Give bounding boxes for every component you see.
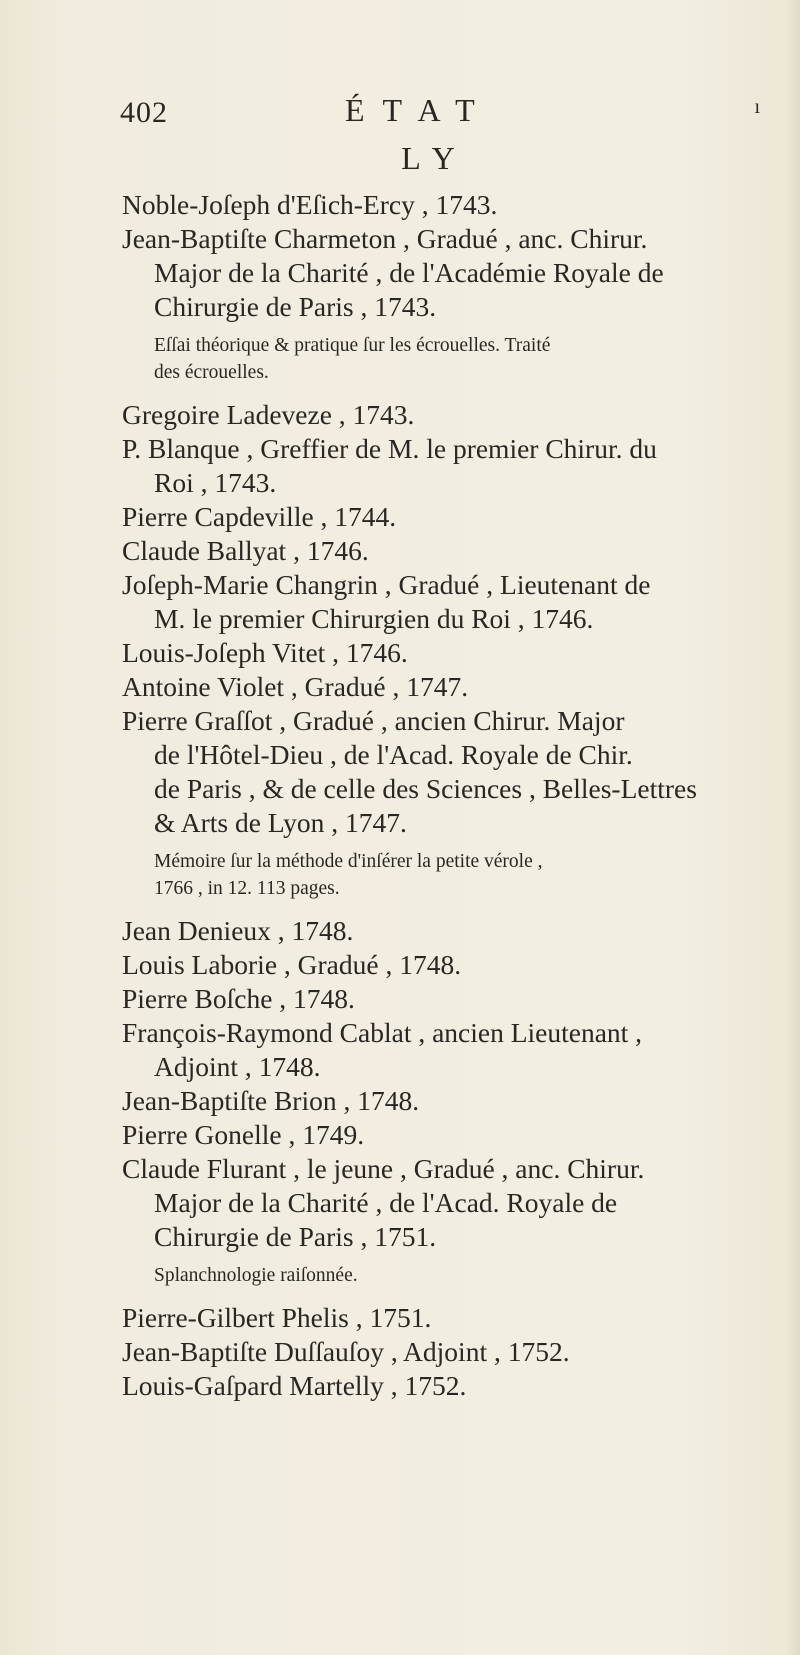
entry-first-line: Louis-Gaſpard Martelly , 1752. xyxy=(122,1370,467,1401)
entry-first-line: Claude Flurant , le jeune , Gradué , anc. Chirur. xyxy=(122,1153,645,1184)
entry-first-line: Jean-Baptiſte Duſſauſoy , Adjoint , 1752. xyxy=(122,1336,570,1367)
surgeon-entry xyxy=(122,222,782,324)
entry-first-line: Pierre Graſſot , Gradué , ancien Chirur. Major xyxy=(122,705,625,736)
entry-first-line: Noble-Joſeph d'Eſich-Ercy , 1743. xyxy=(122,189,498,220)
surgeon-entry xyxy=(122,398,782,432)
entry-continuation-line: Roi , 1743. xyxy=(154,467,277,498)
surgeon-entry xyxy=(122,948,782,982)
entry-continuation-line: de l'Hôtel-Dieu , de l'Acad. Royale de Chir. xyxy=(154,739,633,770)
work-title xyxy=(122,332,782,386)
entry-continuation-line: Adjoint , 1748. xyxy=(154,1051,321,1082)
surgeon-entry xyxy=(122,1301,782,1335)
entry-first-line: Pierre-Gilbert Phelis , 1751. xyxy=(122,1302,432,1333)
surgeon-entry xyxy=(122,1084,782,1118)
entry-first-line: Louis-Joſeph Vitet , 1746. xyxy=(122,637,408,668)
entry-first-line: Joſeph-Marie Changrin , Gradué , Lieutenant de xyxy=(122,569,651,600)
work-title-line: 1766 , in 12. 113 pages. xyxy=(154,878,340,899)
section-title: LY xyxy=(401,140,469,176)
entry-first-line: Gregoire Ladeveze , 1743. xyxy=(122,399,415,430)
entry-first-line: Claude Ballyat , 1746. xyxy=(122,535,369,566)
entry-first-line: François-Raymond Cablat , ancien Lieutenant , xyxy=(122,1017,643,1048)
surgeon-entry xyxy=(122,670,782,704)
surgeon-entry xyxy=(122,1335,782,1369)
entry-first-line: Pierre Capdeville , 1744. xyxy=(122,501,397,532)
surgeon-entry xyxy=(122,432,782,500)
surgeon-entry xyxy=(122,1016,782,1084)
surgeon-entry xyxy=(122,534,782,568)
entry-first-line: Antoine Violet , Gradué , 1747. xyxy=(122,671,469,702)
entry-continuation-line: Chirurgie de Paris , 1743. xyxy=(154,291,437,322)
page-number: 402 xyxy=(120,96,168,129)
surgeon-entry xyxy=(122,982,782,1016)
surgeon-entry xyxy=(122,1118,782,1152)
entry-continuation-line: Major de la Charité , de l'Acad. Royale de xyxy=(154,1187,618,1218)
page-header xyxy=(120,92,780,136)
entry-continuation-line: de Paris , & de celle des Sciences , Belles-Lettres xyxy=(154,773,697,804)
entry-continuation-line: & Arts de Lyon , 1747. xyxy=(154,807,407,838)
surgeon-entry xyxy=(122,636,782,670)
entry-first-line: Jean-Baptiſte Brion , 1748. xyxy=(122,1085,420,1116)
work-title-line: Mémoire ſur la méthode d'inſérer la petite vérole , xyxy=(154,851,543,872)
work-title xyxy=(122,848,782,902)
entry-first-line: Jean-Baptiſte Charmeton , Gradué , anc. Chirur. xyxy=(122,223,648,254)
surgeon-entry xyxy=(122,188,782,222)
entry-first-line: Pierre Boſche , 1748. xyxy=(122,983,355,1014)
surgeon-entry xyxy=(122,704,782,840)
entry-continuation-line: Chirurgie de Paris , 1751. xyxy=(154,1221,437,1252)
entry-list xyxy=(122,188,782,1403)
entry-continuation-line: M. le premier Chirurgien du Roi , 1746. xyxy=(154,603,594,634)
entry-first-line: P. Blanque , Greffier de M. le premier Chirur. du xyxy=(122,433,657,464)
entry-first-line: Jean Denieux , 1748. xyxy=(122,915,354,946)
surgeon-entry xyxy=(122,568,782,636)
entry-continuation-line: Major de la Charité , de l'Académie Royale de xyxy=(154,257,664,288)
work-title xyxy=(122,1262,782,1289)
work-title-line: des écrouelles. xyxy=(154,362,269,383)
surgeon-entry xyxy=(122,914,782,948)
surgeon-entry xyxy=(122,1152,782,1254)
work-title-line: Eſſai théorique & pratique ſur les écrouelles. Traité xyxy=(154,335,551,356)
surgeon-entry xyxy=(122,500,782,534)
entry-first-line: Pierre Gonelle , 1749. xyxy=(122,1119,365,1150)
corner-mark: ı xyxy=(754,96,760,118)
page-edge-shadow xyxy=(786,0,800,1655)
work-title-line: Splanchnologie raiſonnée. xyxy=(154,1265,358,1286)
running-title: ÉTAT xyxy=(345,92,493,128)
surgeon-entry xyxy=(122,1369,782,1403)
entry-first-line: Louis Laborie , Gradué , 1748. xyxy=(122,949,462,980)
